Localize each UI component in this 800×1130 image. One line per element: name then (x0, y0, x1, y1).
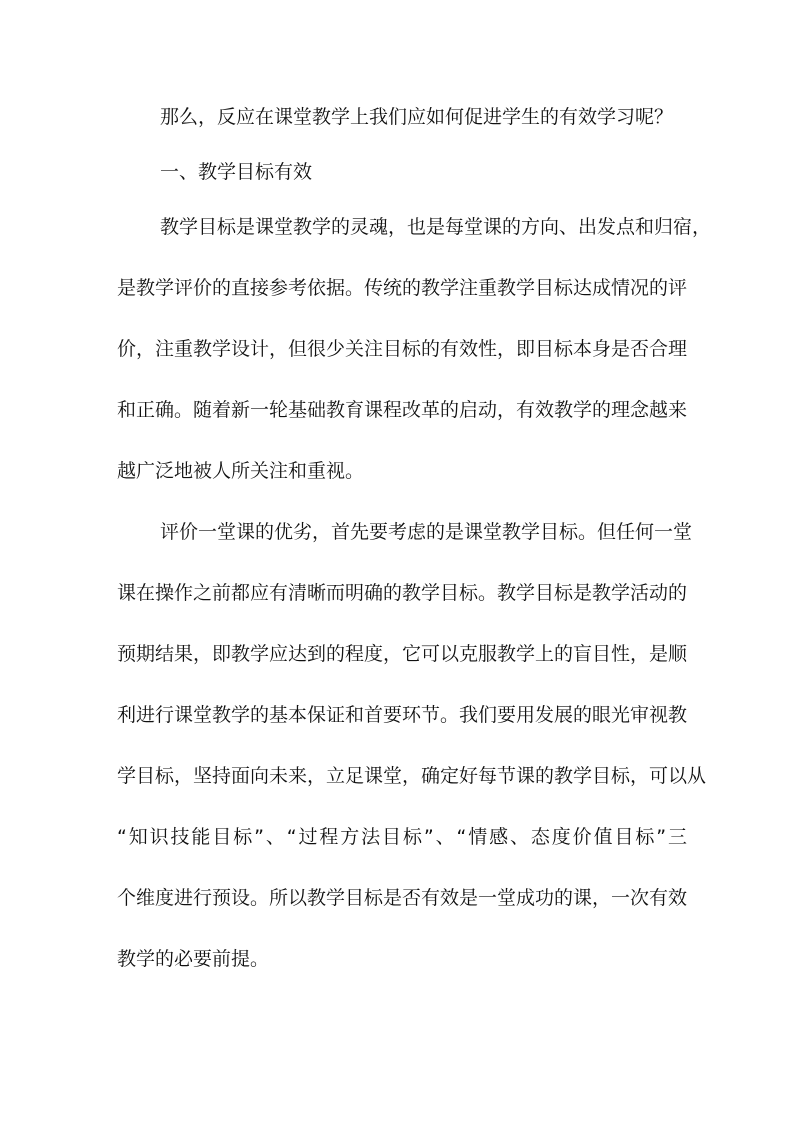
paragraph-2-line-7: 个维度进行预设。所以教学目标是否有效是一堂成功的课，一次有效 (117, 887, 688, 909)
paragraph-1-line-3: 价，注重教学设计，但很少关注目标的有效性，即目标本身是否合理 (117, 338, 688, 360)
paragraph-1-line-5: 越广泛地被人所关注和重视。 (117, 460, 365, 482)
paragraph-1-line-4: 和正确。随着新一轮基础教育课程改革的启动，有效教学的理念越来 (117, 399, 688, 421)
paragraph-1-line-1: 教学目标是课堂教学的灵魂，也是每堂课的方向、出发点和归宿， (160, 216, 712, 238)
paragraph-2-line-1: 评价一堂课的优劣，首先要考虑的是课堂教学目标。但任何一堂 (160, 521, 693, 543)
paragraph-2-line-5: 学目标，坚持面向未来，立足课堂，确定好每节课的教学目标，可以从 (117, 765, 707, 787)
paragraph-2-line-2: 课在操作之前都应有清晰而明确的教学目标。教学目标是教学活动的 (117, 582, 688, 604)
paragraph-1-line-2: 是教学评价的直接参考依据。传统的教学注重教学目标达成情况的评 (117, 277, 688, 299)
paragraph-2-line-6: “知识技能目标”、“过程方法目标”、“情感、态度价值目标”三 (117, 826, 687, 848)
section-heading: 一、教学目标有效 (160, 161, 313, 183)
intro-question: 那么，反应在课堂教学上我们应如何促进学生的有效学习呢？ (160, 106, 674, 128)
paragraph-2-line-4: 利进行课堂教学的基本保证和首要环节。我们要用发展的眼光审视教 (117, 704, 688, 726)
paragraph-2-line-8: 教学的必要前提。 (117, 948, 270, 970)
paragraph-2-line-3: 预期结果，即教学应达到的程度，它可以克服教学上的盲目性，是顺 (117, 643, 688, 665)
